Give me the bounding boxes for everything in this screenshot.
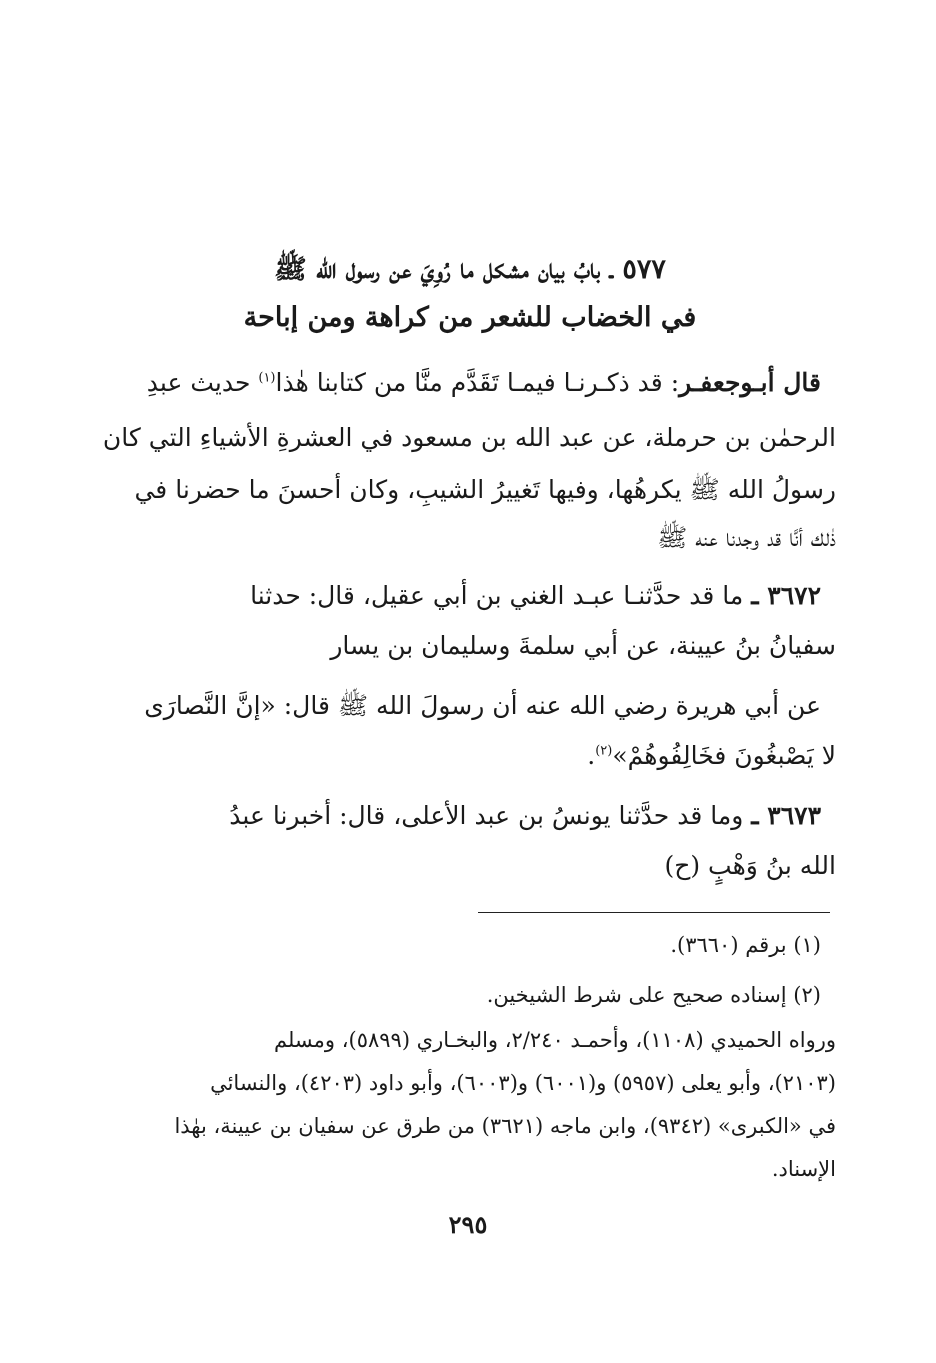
footnote-2-line4: في «الكبرى» (٩٣٤٢)، وابن ماجه (٣٦٢١) من طرق عن سفيان بن عيينة، بهٰذا: [174, 1114, 836, 1138]
hadith-3673-line1: [229, 801, 821, 830]
hadith-3673-line2: الله بنُ وَهْبٍ (ح): [664, 851, 836, 880]
footnote-1: (١) برقم (٣٦٦٠).: [670, 933, 821, 957]
intro-line1-text: : قد ذكـرنـا فيمـا تَقَدَّم منَّا من كتابنا هٰذا: [275, 368, 680, 397]
hadith-3673-line1-text: وما قد حدَّثنا يونسُ بن عبد الأعلى، قال: أخبرنا عبدُ: [229, 801, 752, 830]
footnote-2-line3: (٢١٠٣)، وأبو يعلى (٥٩٥٧) و(٦٠٠١) و(٦٠٠٣)، وأبو داود (٤٢٠٣)، والنسائي: [210, 1071, 836, 1095]
speaker-name: قال أبـوجعفـر: [679, 368, 821, 397]
intro-line3: رسولُ الله ﷺ يكرهُها، وفيها تَغييرُ الشيبِ، وكان أحسنَ ما حضرنا في: [134, 475, 836, 504]
intro-line4: ذٰلك أنَّا قد وجدنا عنه ﷺ: [657, 523, 836, 552]
footnote-ref-1: (١): [258, 370, 276, 386]
hadith-number-3672: ٣٦٧٢ ـ: [751, 581, 821, 610]
page-number: ٢٩٥: [448, 1210, 488, 1239]
footnote-2-line5: الإسناد.: [771, 1157, 836, 1181]
hadith-number-3673: ٣٦٧٣ ـ: [751, 801, 821, 830]
chapter-title-line1: ٥٧٧ ـ بابُ بيان مشكل ما رُوِيَ عن رسول الله ﷺ: [274, 254, 666, 285]
footnote-ref-2: (٢): [595, 743, 613, 759]
matn-3672-line2: [587, 741, 836, 770]
hadith-3672-line1: [250, 581, 821, 610]
hadith-3672-line2: سفيانُ بنُ عيينة، عن أبي سلمةَ وسليمان بن يسار: [330, 631, 836, 660]
footnote-2-line1: (٢) إسناده صحيح على شرط الشيخين.: [486, 983, 821, 1007]
matn-3672-line1: عن أبي هريرة رضي الله عنه أن رسولَ الله ﷺ قال: «إنَّ النَّصارَى: [144, 691, 821, 720]
intro-line1: [147, 368, 821, 397]
footnote-separator: [478, 912, 830, 913]
matn-3672-line2-tail: .: [587, 741, 596, 770]
chapter-title-line2: في الخضاب للشعر من كراهة ومن إباحة: [243, 302, 697, 333]
intro-line1-tail: حديث عبدِ: [146, 368, 259, 397]
intro-line2: الرحمٰن بن حرملة، عن عبد الله بن مسعود في العشرةِ الأشياءِ التي كان: [102, 423, 836, 452]
footnote-2-line2: ورواه الحميدي (١١٠٨)، وأحمـد ٢/٢٤٠، والبخـاري (٥٨٩٩)، ومسلم: [273, 1028, 836, 1052]
hadith-3672-line1-text: ما قد حدَّثنـا عبـد الغني بن أبي عقيل، قال: حدثنا: [250, 581, 752, 610]
matn-3672-line2-text: لا يَصْبغُونَ فخَالِفُوهُمْ»: [612, 741, 836, 770]
